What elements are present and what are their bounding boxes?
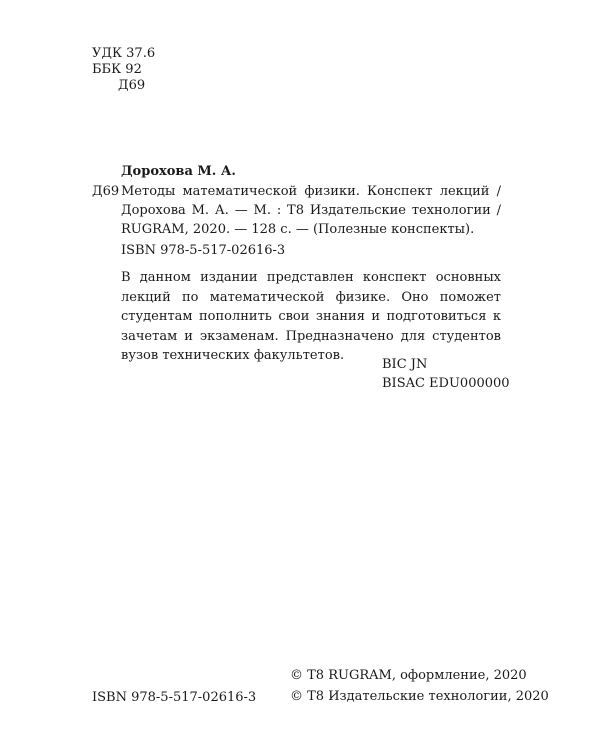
copyright-publisher: © Т8 Издательские технологии, 2020 [290, 689, 549, 704]
annotation-text: В данном издании представлен конспект основных лекций по математической физике. Оно поможет студентам пополнить свои знания и подготовиться к зачетам и экзаменам. Предназначено для студентов вузов технических факультетов. [121, 270, 501, 363]
annotation [121, 268, 501, 366]
isbn-footer: ISBN 978-5-517-02616-3 [92, 690, 257, 705]
bic-code: BIC JN [382, 357, 428, 372]
author-name: Дорохова М. А. [121, 164, 236, 179]
bbk-code: ББК 92 [92, 62, 142, 77]
copyright-design: © T8 RUGRAM, оформление, 2020 [290, 668, 527, 683]
bisac-code: BISAC EDU000000 [382, 376, 510, 391]
author-mark: Д69 [118, 78, 146, 93]
author-mark-side: Д69 [92, 184, 120, 199]
isbn: ISBN 978-5-517-02616-3 [121, 243, 286, 258]
description-text: Методы математической физики. Конспект лекций / Дорохова М. А. — М. : Т8 Издательские технологии / RUGRAM, 2020. — 128 с. — (Полезные конспекты). [121, 184, 501, 237]
bibliographic-description [121, 182, 501, 239]
udk-code: УДК 37.6 [92, 46, 156, 61]
